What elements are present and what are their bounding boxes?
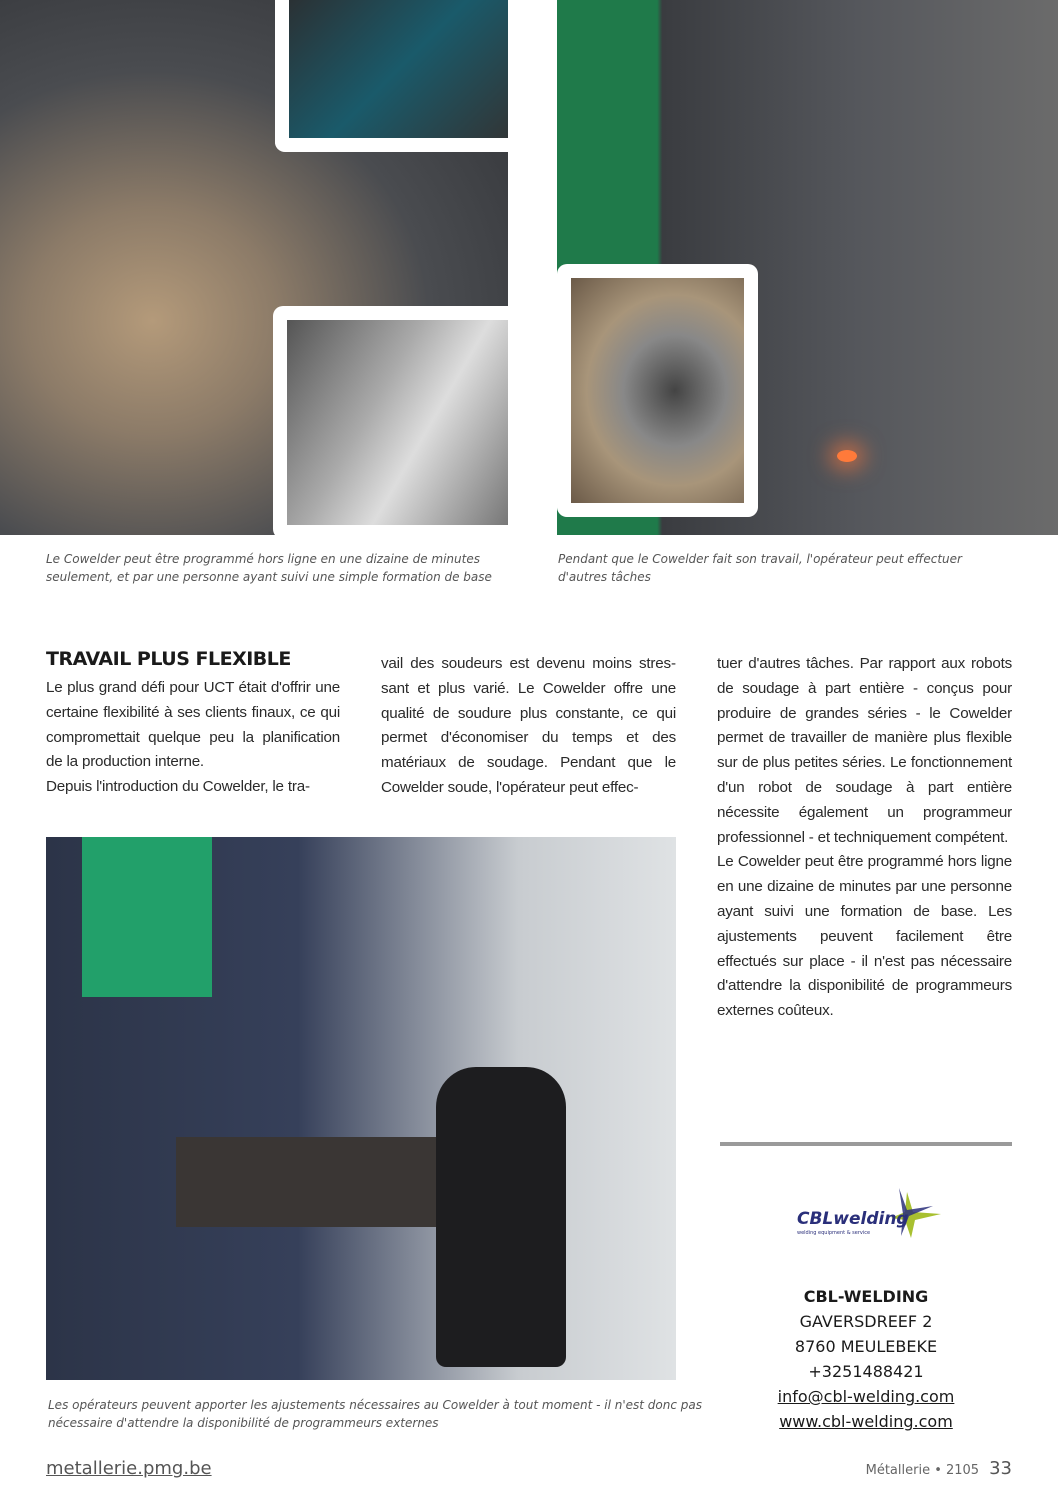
email-link[interactable]: info@cbl-welding.com	[777, 1387, 955, 1406]
caption-top-left	[46, 550, 492, 586]
star-logo-icon	[795, 1186, 945, 1242]
photo-cowelder-robot-arm	[557, 0, 1058, 535]
svg-text:CBLwelding: CBLwelding	[797, 1209, 909, 1229]
caption-line: Les opérateurs peuvent apporter les ajustements nécessaires au Cowelder à tout moment - il n'est donc pas	[48, 1398, 703, 1412]
city: 8760 MEULEBEKE	[794, 1337, 938, 1356]
article-column-1	[46, 676, 340, 800]
paragraph: vail des soudeurs est devenu moins stressant et plus varié. Le Cowelder offre une qualité de soudure plus constante, ce qui permet d'économiser du temps et des matériaux de soudage. Pendant que le Cowelder soude, l'opérateur peut effec-	[381, 655, 676, 796]
article-heading: TRAVAIL PLUS FLEXIBLE	[46, 648, 291, 670]
footer-site-link[interactable]: metallerie.pmg.be	[46, 1458, 212, 1479]
issue-label: Métallerie • 2105	[865, 1463, 980, 1478]
phone: +3251488421	[808, 1362, 924, 1381]
caption-line: d'autres tâches	[558, 570, 651, 584]
migatronic-machine	[82, 837, 212, 997]
company-name: CBL-WELDING	[803, 1287, 929, 1306]
divider	[720, 1142, 1012, 1146]
article-column-3	[717, 652, 1012, 1024]
inset-photo-control-screen	[275, 0, 508, 152]
caption-big-photo	[48, 1396, 702, 1432]
footer-issue	[866, 1458, 1012, 1479]
caption-line: seulement, et par une personne ayant suivi une simple formation de base	[46, 570, 492, 584]
page-number: 33	[989, 1458, 1012, 1479]
weld-glow	[837, 450, 857, 462]
article-column-2	[381, 652, 676, 801]
caption-top-right	[558, 550, 962, 586]
paragraph: Depuis l'introduction du Cowelder, le tra-	[46, 778, 310, 796]
sponsor-contact	[720, 1284, 1012, 1434]
paragraph: tuer d'autres tâches. Par rapport aux robots de soudage à part entière - conçus pour produire de grandes séries - le Cowelder permet de travailler de manière plus flexible sur de plus petites séries. Le fonctionnement d'un robot de soudage à part entière nécessite également un programmeur professionnel - et techniquement compétent.	[717, 655, 1012, 846]
cbl-welding-logo	[795, 1186, 945, 1242]
svg-text:welding equipment & service: welding equipment & service	[797, 1230, 871, 1236]
website-link[interactable]: www.cbl-welding.com	[779, 1412, 953, 1431]
caption-line: Le Cowelder peut être programmé hors ligne en une dizaine de minutes	[46, 552, 480, 566]
photo-cowelder-welding-part	[0, 0, 508, 535]
paragraph: Le Cowelder peut être programmé hors ligne en une dizaine de minutes par une personne ayant suivi une formation de base. Les ajustements peuvent facilement être effectués sur place - il n'est pas nécessaire d'attendre la disponibilité de programmeurs externes coûteux.	[717, 853, 1012, 1020]
inset-photo-weld-detail	[273, 306, 508, 535]
inset-photo-weld-bead	[557, 264, 758, 517]
caption-line: Pendant que le Cowelder fait son travail, l'opérateur peut effectuer	[558, 552, 962, 566]
caption-line: nécessaire d'attendre la disponibilité de programmeurs externes	[48, 1416, 439, 1430]
photo-operator-with-cowelder	[46, 837, 676, 1380]
operator	[436, 1067, 566, 1367]
street: GAVERSDREEF 2	[799, 1312, 933, 1331]
paragraph: Le plus grand défi pour UCT était d'offrir une certaine flexibilité à ses clients finaux, ce qui compromettait quelque peu la planification de la production interne.	[46, 679, 340, 771]
